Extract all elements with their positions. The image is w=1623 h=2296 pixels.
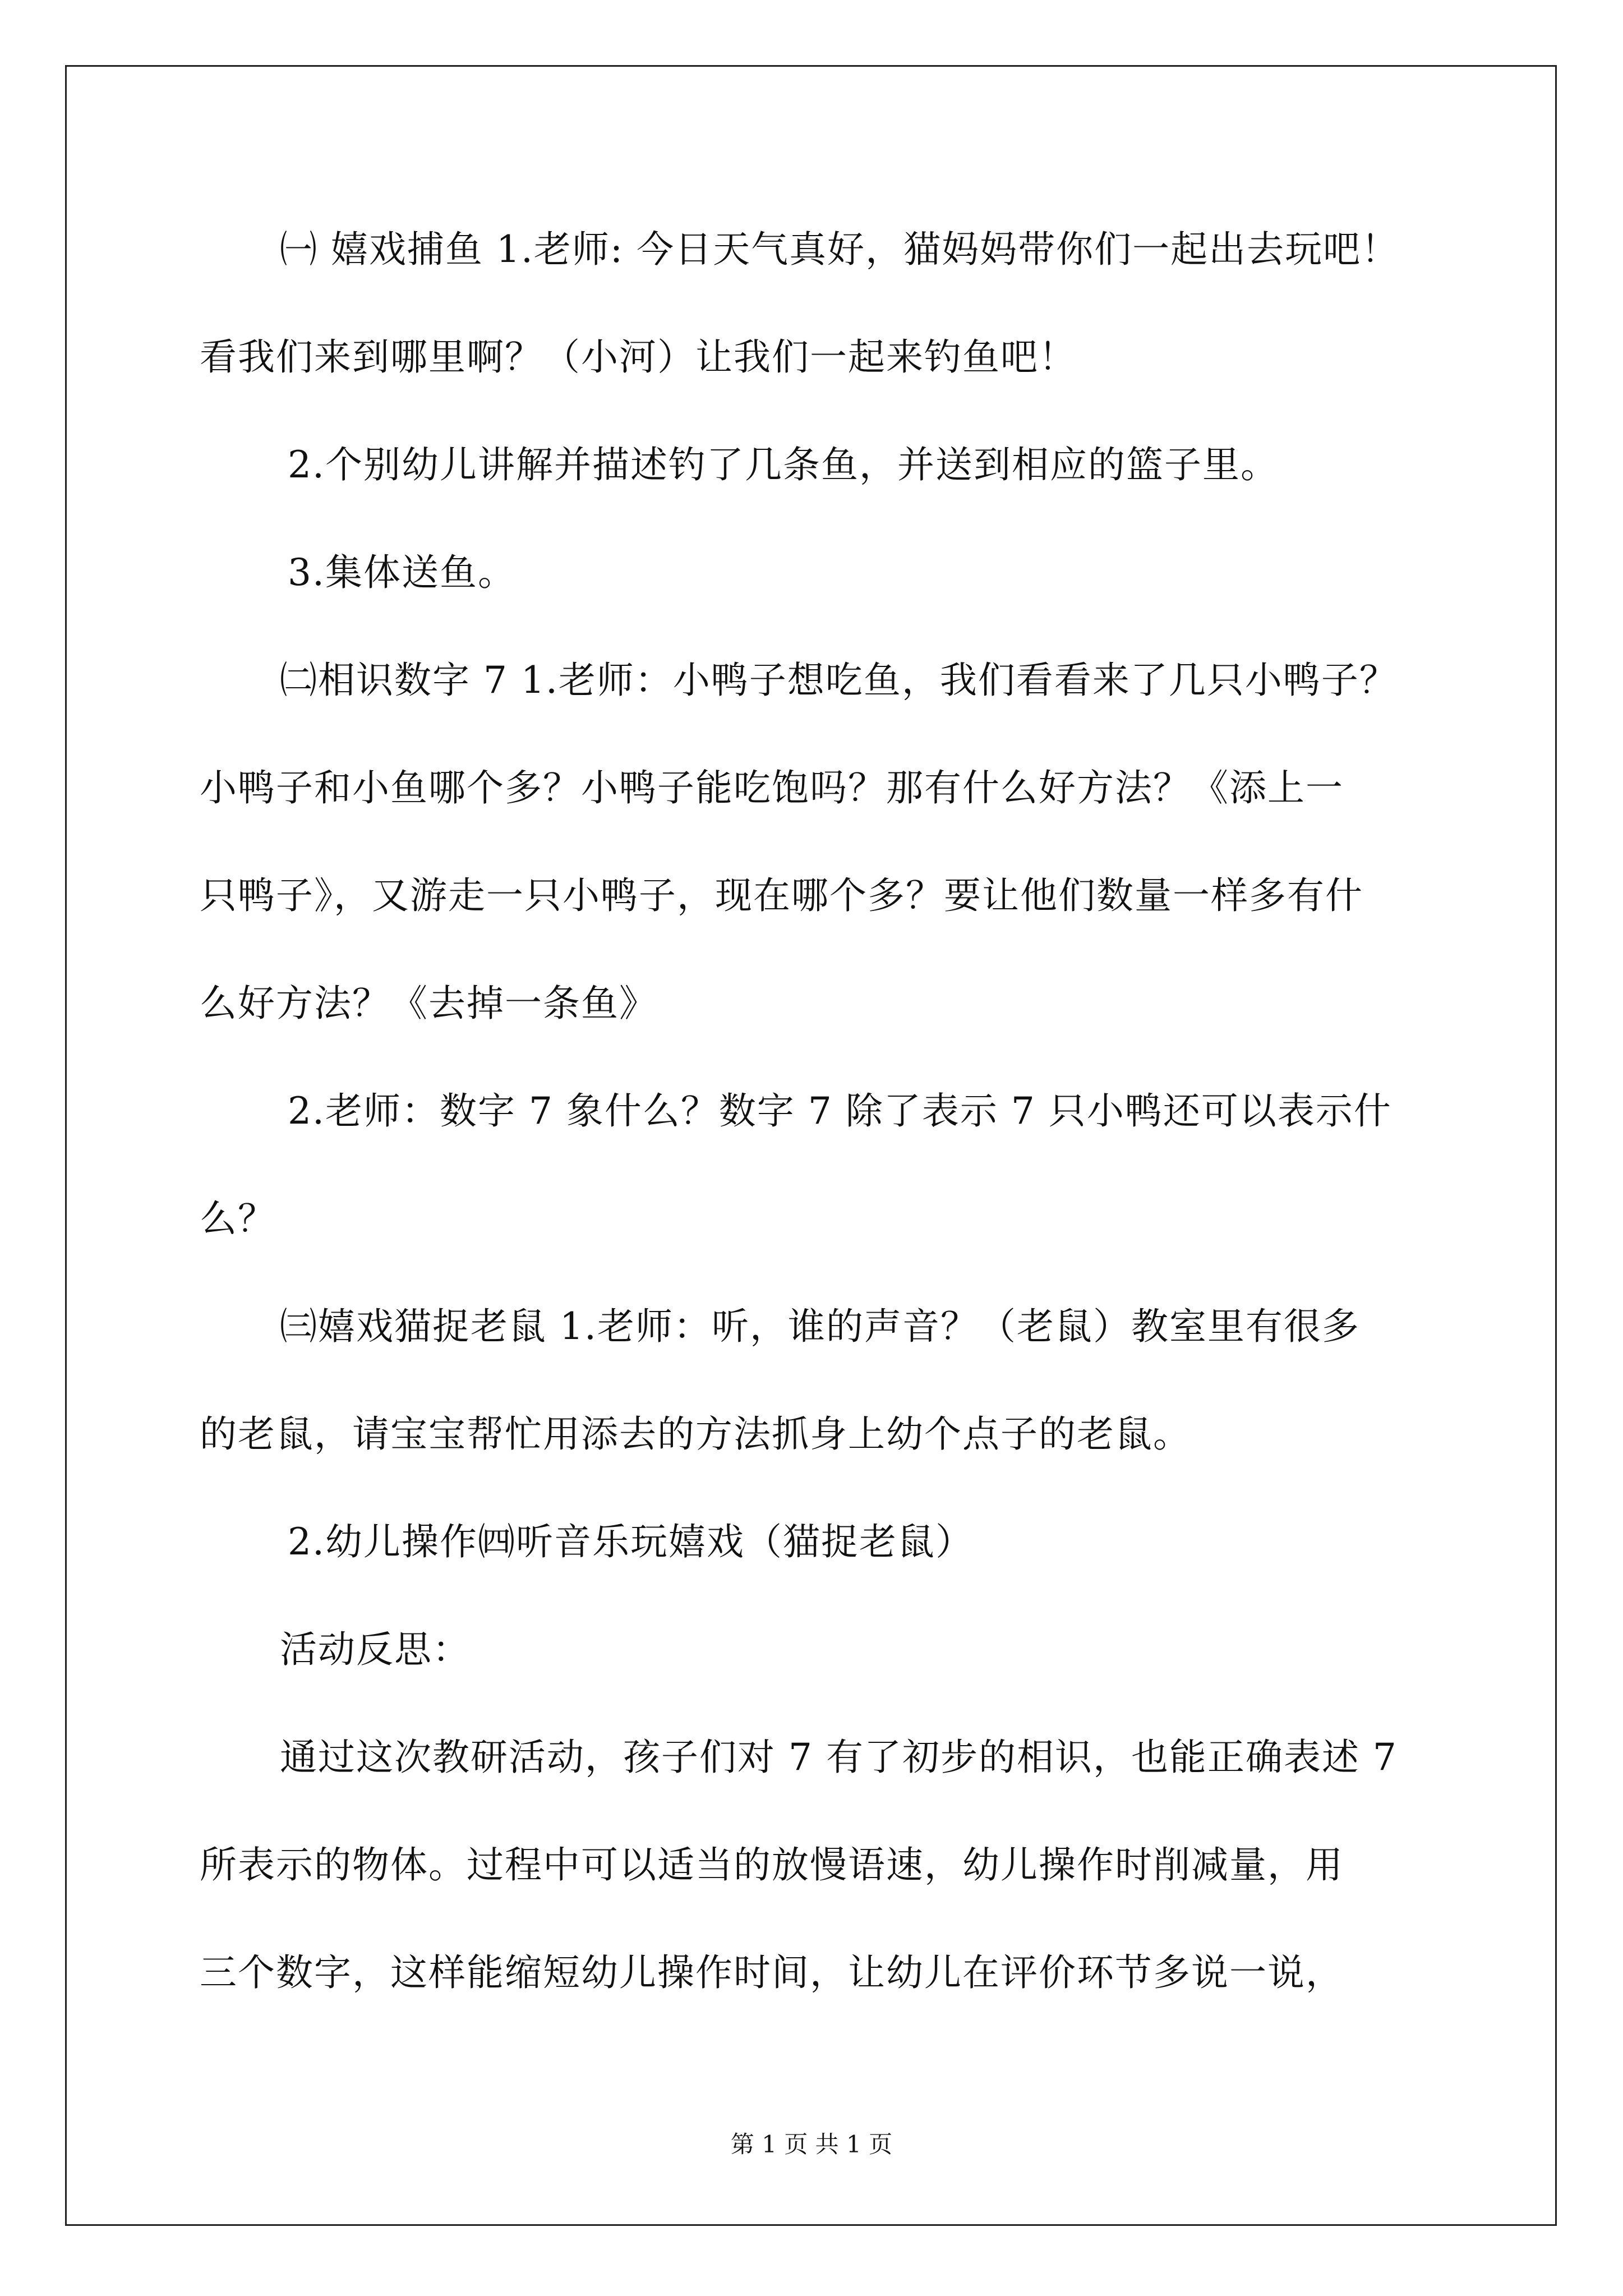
paragraph-line-3: 2.个别幼儿讲解并描述钓了几条鱼，并送到相应的篮子里。 [288,443,1279,486]
paragraph-line-15: 通过这次教研活动，孩子们对 7 有了初步的相识，也能正确表述 7 [280,1736,1398,1779]
paragraph-line-8: 么好方法？《去掉一条鱼》 [200,982,657,1025]
paragraph-line-7: 只鸭子》，又游走一只小鸭子，现在哪个多？要让他们数量一样多有什 [200,874,1363,917]
paragraph-line-2: 看我们来到哪里啊？（小河）让我们一起来钓鱼吧！ [200,335,1077,379]
paragraph-line-13: 2.幼儿操作㈣听音乐玩嬉戏（猫捉老鼠） [288,1520,974,1563]
paragraph-line-10: 么？ [200,1197,276,1240]
paragraph-line-17: 三个数字，这样能缩短幼儿操作时间，让幼儿在评价环节多说一说， [200,1951,1344,1994]
paragraph-line-1: ㈠ 嬉戏捕鱼 1.老师: 今日天气真好，猫妈妈带你们一起出去玩吧！ [280,228,1400,271]
paragraph-line-5: ㈡相识数字 7 1.老师：小鸭子想吃鱼，我们看看来了几只小鸭子？ [280,659,1398,702]
page-border [65,65,1557,2226]
page-footer: 第 1 页 共 1 页 [730,2131,893,2158]
paragraph-line-9: 2.老师：数字 7 象什么？数字 7 除了表示 7 只小鸭还可以表示什 [288,1089,1392,1133]
paragraph-line-11: ㈢嬉戏猫捉老鼠 1.老师：听，谁的声音？（老鼠）教室里有很多 [280,1305,1360,1348]
paragraph-line-14: 活动反思： [280,1628,471,1671]
paragraph-line-4: 3.集体送鱼。 [288,551,516,594]
paragraph-line-12: 的老鼠，请宝宝帮忙用添去的方法抓身上幼个点子的老鼠。 [200,1412,1191,1456]
paragraph-line-16: 所表示的物体。过程中可以适当的放慢语速，幼儿操作时削减量，用 [200,1843,1344,1887]
paragraph-line-6: 小鸭子和小鱼哪个多？小鸭子能吃饱吗？那有什么好方法？《添上一 [200,766,1344,809]
